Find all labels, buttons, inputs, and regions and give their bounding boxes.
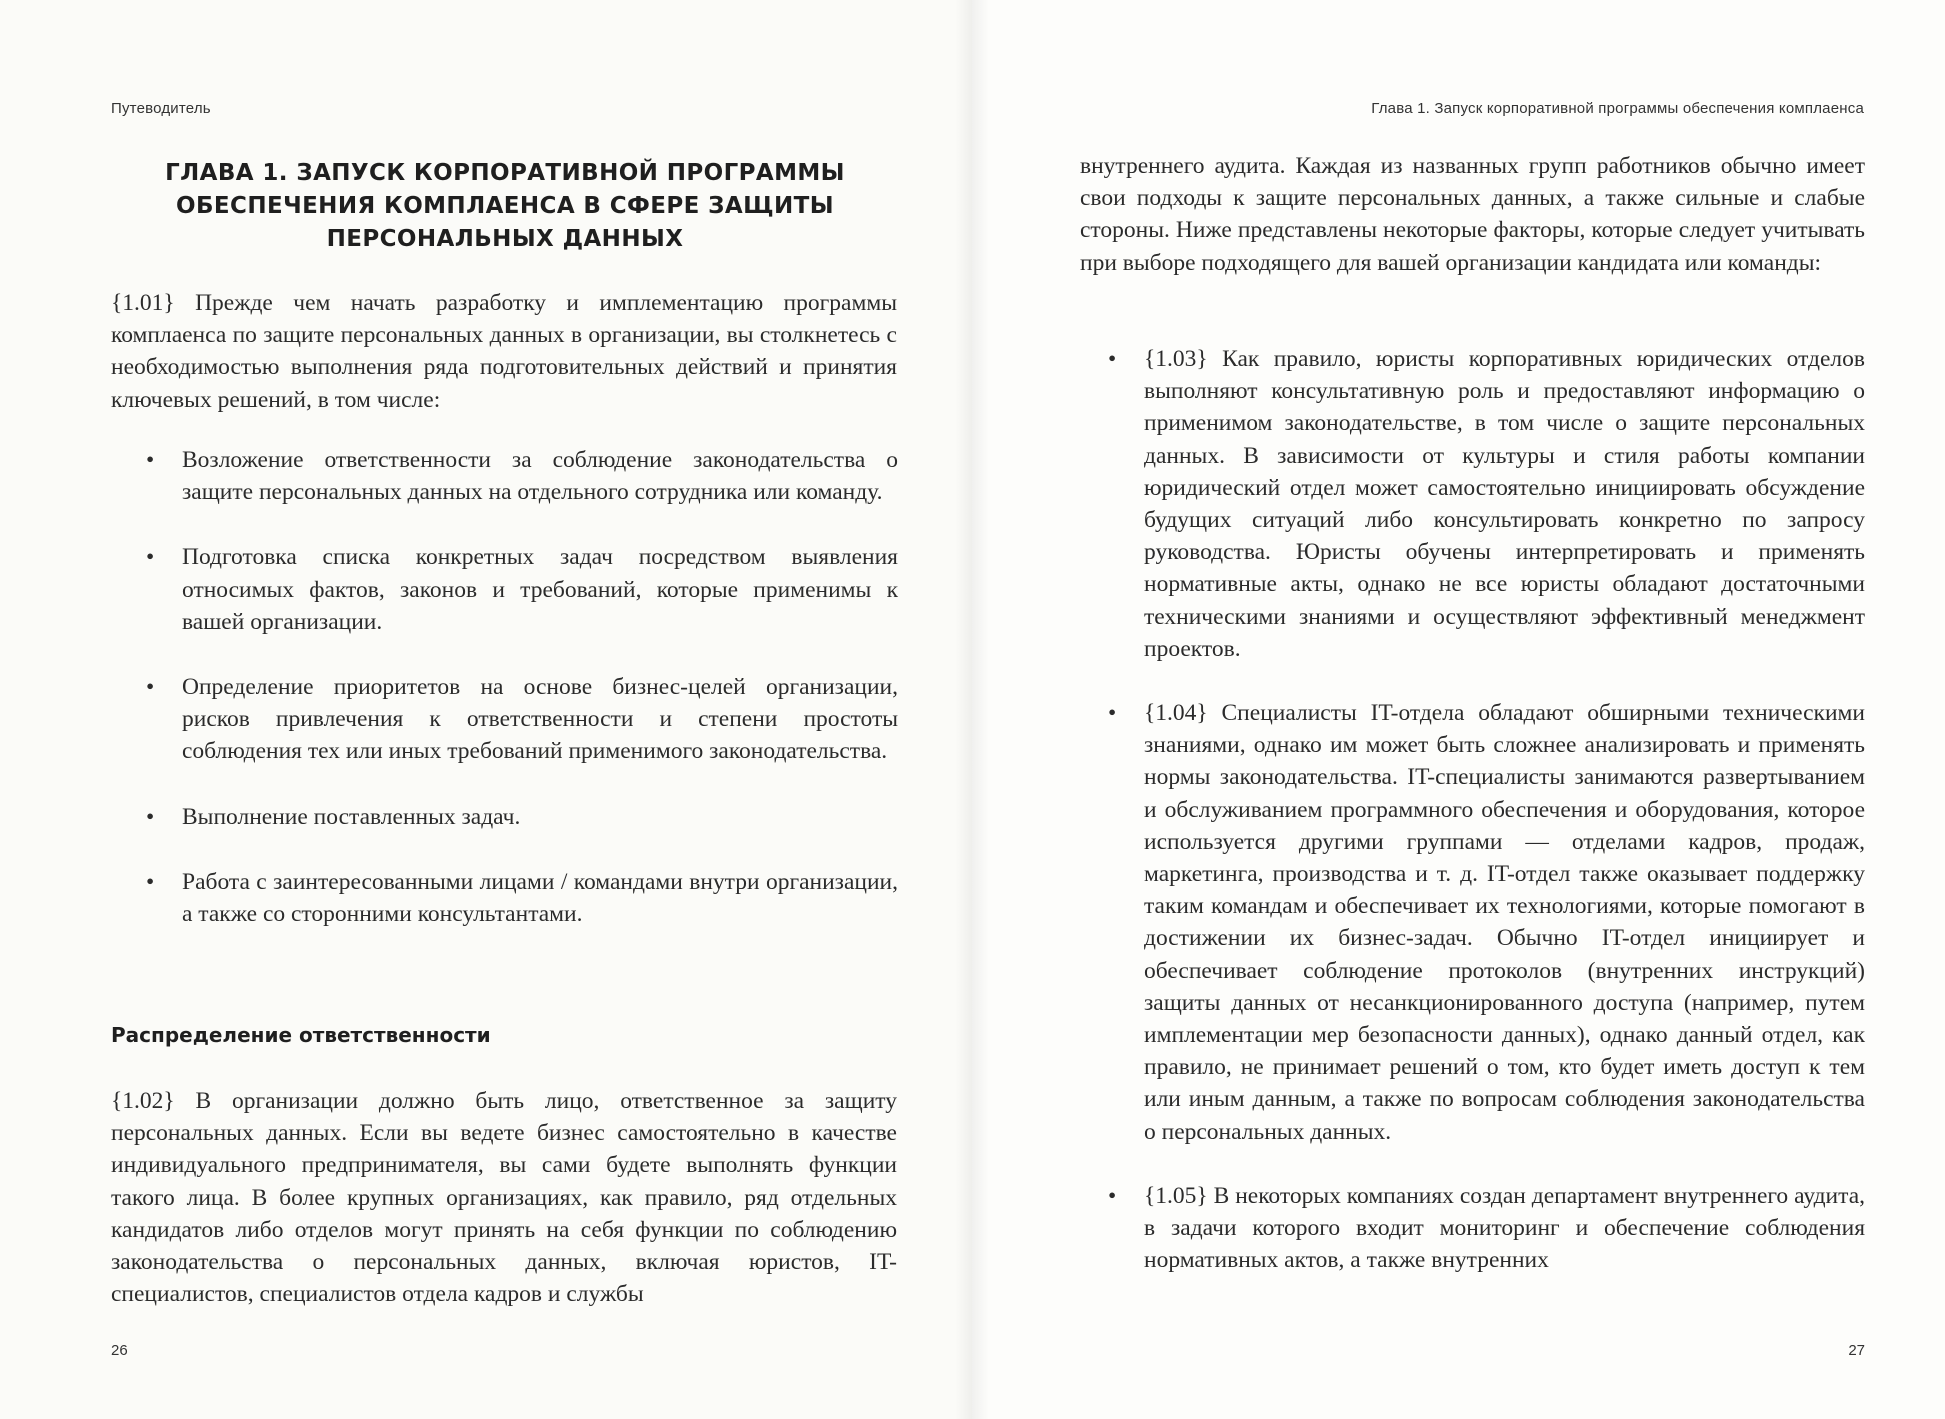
section-heading: Распределение ответственности [111,1023,491,1047]
bullet-icon: • [146,803,155,830]
list-item [146,671,898,768]
list-item [146,801,898,833]
list-item-text: Определение приоритетов на основе бизнес-целей организации, рисков привлечения к ответственности и степени простоты соблюдения тех или иных требований применимого законодательства. [182,674,898,765]
list-item-text: Выполнение поставленных задач. [182,803,521,830]
list-item [146,444,898,508]
paragraph-1-02: {1.02} В организации должно быть лицо, ответственное за защиту персональных данных. Если вы ведете бизнес самостоятельно в качестве индивидуального предпринимателя, вы сами будете выполнять функции такого лица. В более крупных организациях, как правило, ряд отдельных кандидатов либо отделов могут принять на себя функции по соблюдению законодательства о персональных данных, включая юристов, IT-специалистов, специалистов отдела кадров и службы [111,1088,897,1308]
chapter-title: ГЛАВА 1. ЗАПУСК КОРПОРАТИВНОЙ ПРОГРАММЫ ОБЕСПЕЧЕНИЯ КОМПЛАЕНСА В СФЕРЕ ЗАЩИТЫ ПЕРСОНАЛЬНЫХ ДАННЫХ [165,160,845,252]
list-item [1108,697,1865,1148]
bullet-icon: • [146,674,155,701]
list-item [1108,1180,1865,1277]
paragraph-1-01: {1.01} Прежде чем начать разработку и имплементацию программы комплаенса по защите персональных данных в организации, вы столкнетесь с необходимостью выполнения ряда подготовительных действий и принятия ключевых решений, в том числе: [111,290,897,413]
list-item-text: Подготовка списка конкретных задач посредством выявления относимых фактов, законов и требований, которые применимы к вашей организации. [182,544,898,635]
list-item [146,541,898,638]
paragraph-continuation: внутреннего аудита. Каждая из названных групп работников обычно имеет свои подходы к защите персональных данных, а также сильные и слабые стороны. Ниже представлены некоторые факторы, которые следует учитывать при выборе подходящего для вашей организации кандидата или команды: [1080,153,1865,276]
list-item-text: {1.05} В некоторых компаниях создан департамент внутреннего аудита, в задачи которого входит мониторинг и обеспечение соблюдения нормативных актов, а также внутренних [1144,1182,1865,1274]
bullet-icon: • [146,447,155,473]
list-item-text: {1.03} Как правило, юристы корпоративных юридических отделов выполняют консультативную роль и предоставляют информацию о применимом законодательстве, в том числе о защите персональных данных. В зависимости от культуры и стиля работы компании юридический отдел может самостоятельно инициировать обсуждение будущих ситуаций либо консультировать конкретно по запросу руководства. Юристы обучены интерпретировать и применять нормативные акты, однако не все юристы обладают достаточными техническими знаниями и осуществляют эффективный менеджмент проектов. [1144,346,1865,662]
book-gutter [955,0,989,1419]
page-number-left: 26 [111,1342,128,1359]
left-bullet-list [146,444,898,930]
list-item-text: Возложение ответственности за соблюдение законодательства о защите персональных данных на отдельного сотрудника или команду. [182,447,898,506]
list-item-text: {1.04} Специалисты IT-отдела обладают обширными техническими знаниями, однако им может быть сложнее анализировать и применять нормы законодательства. IT-специалисты занимаются развертыванием и обслуживанием программного обеспечения и оборудования, которое используется другими группами — отделами кадров, продаж, маркетинга, производства и т. д. IT-отдел также оказывает поддержку таким командам и обеспечивает их технологиями, которые помогают в достижении их бизнес-задач. Обычно IT-отдел инициирует и обеспечивает соблюдение протоколов (внутренних инструкций) защиты данных от несанкционированного доступа (например, путем имплементации мер безопасности данных), однако данный отдел, как правило, не принимает решений о том, кто будет иметь доступ к тем или иным данным, а также по вопросам соблюдения законодательства о персональных данных. [1144,700,1865,1145]
bullet-icon: • [146,544,155,571]
list-item [146,866,898,930]
page-number-right: 27 [1848,1342,1865,1359]
bullet-icon: • [1108,346,1117,372]
bullet-icon: • [1108,700,1117,727]
bullet-icon: • [1108,1182,1117,1209]
list-item [1108,343,1865,665]
running-head-left: Путеводитель [111,100,211,117]
right-bullet-list [1108,343,1865,1276]
running-head-right: Глава 1. Запуск корпоративной программы обеспечения комплаенса [1371,100,1864,117]
list-item-text: Работа с заинтересованными лицами / командами внутри организации, а также со сторонними консультантами. [182,868,898,928]
bullet-icon: • [146,868,155,895]
